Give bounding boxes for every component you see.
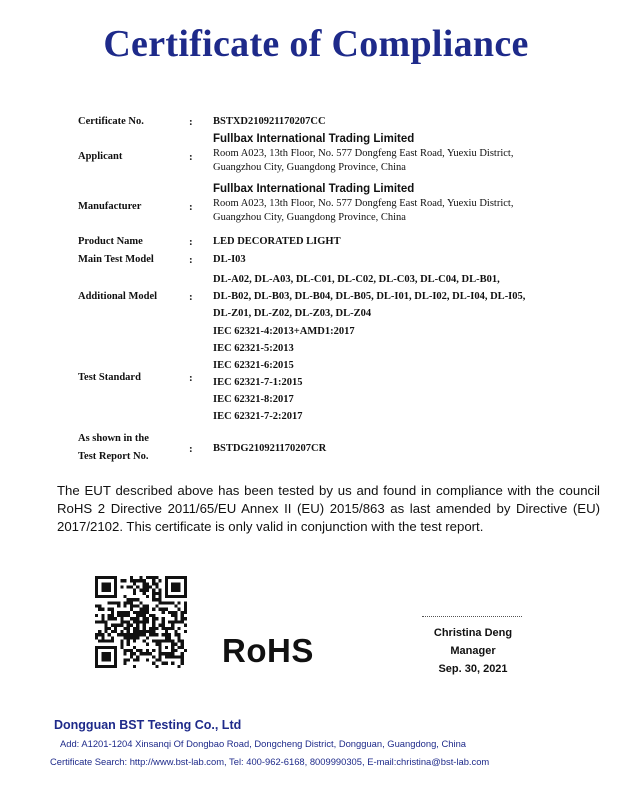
manufacturer-value [213, 182, 583, 225]
certificate-search-info: Certificate Search: http://www.bst-lab.com, Tel: 400-962-6168, 8009990305, E-mail:christina@bst-lab.com [50, 756, 490, 767]
applicant-address-line2: Guangzhou City, Guangdong Province, China [213, 162, 406, 173]
applicant-value [213, 132, 583, 175]
colon: : [189, 236, 193, 248]
test-standard-value [213, 323, 583, 425]
test-report-label-line1: As shown in the [78, 433, 149, 444]
main-test-model-label: Main Test Model [78, 254, 154, 265]
test-standard-label: Test Standard [78, 372, 141, 383]
test-standard-line: IEC 62321-5:2013 [213, 343, 294, 354]
issuer-company: Dongguan BST Testing Co., Ltd [54, 718, 242, 732]
product-name-value: LED DECORATED LIGHT [213, 236, 341, 247]
test-standard-line: IEC 62321-4:2013+AMD1:2017 [213, 326, 355, 337]
manufacturer-name: Fullbax International Trading Limited [213, 183, 415, 195]
colon: : [189, 201, 193, 213]
colon: : [189, 372, 193, 384]
additional-model-line: DL-B02, DL-B03, DL-B04, DL-B05, DL-I01, DL-I02, DL-I04, DL-I05, [213, 291, 526, 302]
product-name-label: Product Name [78, 236, 143, 247]
test-report-label-line2: Test Report No. [78, 451, 149, 462]
additional-model-line: DL-A02, DL-A03, DL-C01, DL-C02, DL-C03, DL-C04, DL-B01, [213, 274, 500, 285]
signature-line [422, 616, 522, 617]
signatory-title: Manager [450, 645, 496, 657]
test-standard-line: IEC 62321-7-1:2015 [213, 377, 303, 388]
applicant-label: Applicant [78, 151, 123, 162]
qr-code[interactable] [95, 576, 187, 668]
issuer-address: Add: A1201-1204 Xinsanqi Of Dongbao Road, Dongcheng District, Dongguan, Guangdong, China [60, 738, 467, 749]
additional-model-label: Additional Model [78, 291, 158, 302]
colon: : [189, 291, 193, 303]
additional-model-value [213, 271, 583, 322]
rohs-mark: RoHS [222, 632, 314, 669]
certificate-no-label: Certificate No. [78, 116, 144, 127]
manufacturer-address-line1: Room A023, 13th Floor, No. 577 Dongfeng East Road, Yuexiu District, [213, 198, 514, 209]
applicant-name: Fullbax International Trading Limited [213, 133, 415, 145]
manufacturer-address-line2: Guangzhou City, Guangdong Province, China [213, 212, 406, 223]
test-standard-line: IEC 62321-8:2017 [213, 394, 294, 405]
certificate-no-value: BSTXD210921170207CC [213, 116, 326, 127]
additional-model-line: DL-Z01, DL-Z02, DL-Z03, DL-Z04 [213, 308, 372, 319]
signature-date: Sep. 30, 2021 [438, 663, 508, 675]
colon: : [189, 254, 193, 266]
colon: : [189, 443, 193, 455]
test-standard-line: IEC 62321-6:2015 [213, 360, 294, 371]
signatory-name: Christina Deng [433, 627, 513, 639]
compliance-statement: The EUT described above has been tested by us and found in compliance with the council RoHS 2 Directive 2011/65/EU Annex II (EU) 2015/863 as last amended by Directive (EU) 2017/2102. This certificate is only valid in conjunction with the test report. [57, 483, 600, 534]
test-standard-line: IEC 62321-7-2:2017 [213, 411, 303, 422]
manufacturer-label: Manufacturer [78, 201, 142, 212]
test-report-value: BSTDG210921170207CR [213, 443, 327, 454]
colon: : [189, 151, 193, 163]
main-test-model-value: DL-I03 [213, 254, 246, 265]
certificate-title: Certificate of Compliance [103, 23, 529, 65]
applicant-address-line1: Room A023, 13th Floor, No. 577 Dongfeng East Road, Yuexiu District, [213, 148, 514, 159]
colon: : [189, 116, 193, 128]
